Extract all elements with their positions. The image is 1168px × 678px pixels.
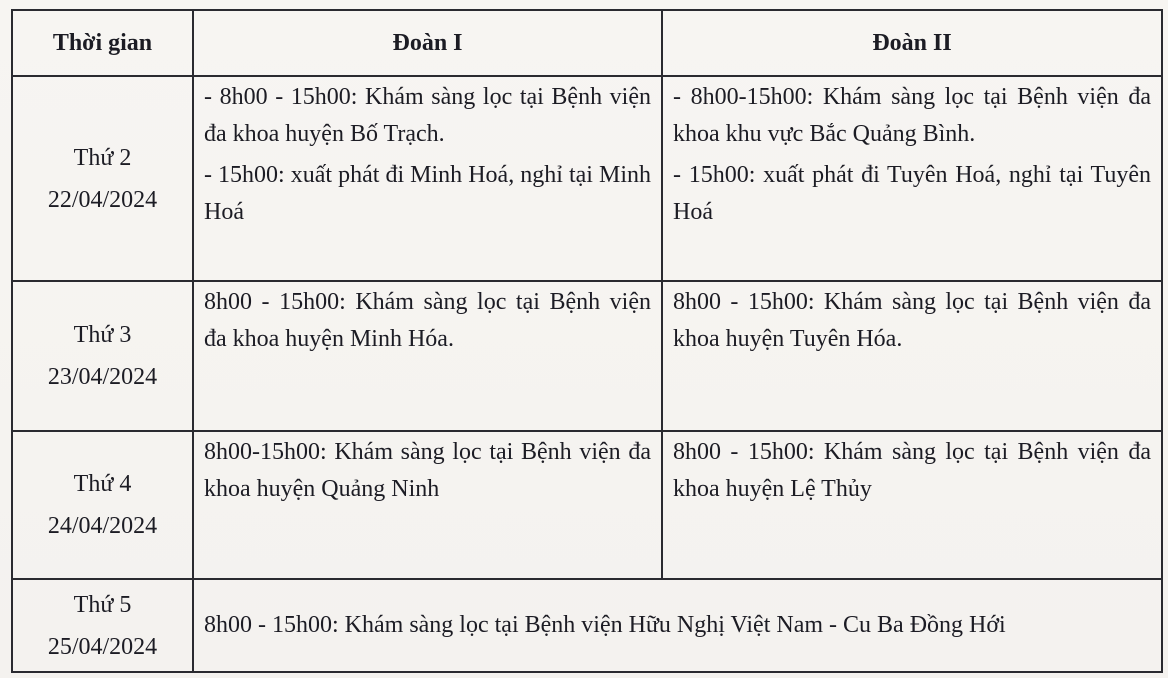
date-cell bbox=[12, 431, 193, 579]
group1-cell bbox=[193, 431, 662, 579]
day-label: Thứ 2 bbox=[73, 144, 132, 171]
day-label: Thứ 3 bbox=[73, 322, 132, 348]
table-row bbox=[12, 281, 1162, 431]
day-label: Thứ 4 bbox=[73, 471, 132, 497]
header-group1: Đoàn I bbox=[193, 10, 662, 76]
group1-cell bbox=[193, 76, 662, 281]
merged-schedule-cell: 8h00 - 15h00: Khám sàng lọc tại Bệnh viện Hữu Nghị Việt Nam - Cu Ba Đồng Hới bbox=[193, 579, 1162, 672]
table-row bbox=[12, 431, 1162, 579]
schedule-item: - 15h00: xuất phát đi Minh Hoá, nghỉ tại Minh Hoá bbox=[204, 162, 651, 225]
header-time: Thời gian bbox=[12, 10, 193, 76]
date-label: 22/04/2024 bbox=[47, 186, 158, 213]
date-cell bbox=[12, 76, 193, 281]
group2-cell bbox=[662, 281, 1162, 431]
table-row bbox=[12, 76, 1162, 281]
schedule-item: - 8h00-15h00: Khám sàng lọc tại Bệnh viện đa khoa khu vực Bắc Quảng Bình. bbox=[673, 84, 1151, 147]
schedule-item: - 8h00 - 15h00: Khám sàng lọc tại Bệnh viện đa khoa huyện Bố Trạch. bbox=[204, 84, 651, 147]
table-row bbox=[12, 579, 1162, 672]
schedule-item: 8h00-15h00: Khám sàng lọc tại Bệnh viện đa khoa huyện Quảng Ninh bbox=[204, 439, 651, 502]
schedule-item: 8h00 - 15h00: Khám sàng lọc tại Bệnh viện đa khoa huyện Tuyên Hóa. bbox=[673, 289, 1151, 352]
schedule-item: 8h00 - 15h00: Khám sàng lọc tại Bệnh viện đa khoa huyện Lệ Thủy bbox=[673, 439, 1151, 502]
date-label: 25/04/2024 bbox=[47, 633, 158, 660]
date-label: 24/04/2024 bbox=[47, 513, 158, 539]
header-group2: Đoàn II bbox=[662, 10, 1162, 76]
schedule-table bbox=[11, 9, 1163, 673]
day-label: Thứ 5 bbox=[73, 591, 132, 618]
schedule-item: 8h00 - 15h00: Khám sàng lọc tại Bệnh viện đa khoa huyện Minh Hóa. bbox=[204, 289, 651, 352]
date-cell bbox=[12, 579, 193, 672]
date-label: 23/04/2024 bbox=[47, 364, 158, 390]
schedule-item: - 15h00: xuất phát đi Tuyên Hoá, nghỉ tại Tuyên Hoá bbox=[673, 162, 1151, 225]
header-row bbox=[12, 10, 1162, 76]
group2-cell bbox=[662, 76, 1162, 281]
group1-cell bbox=[193, 281, 662, 431]
group2-cell bbox=[662, 431, 1162, 579]
date-cell bbox=[12, 281, 193, 431]
